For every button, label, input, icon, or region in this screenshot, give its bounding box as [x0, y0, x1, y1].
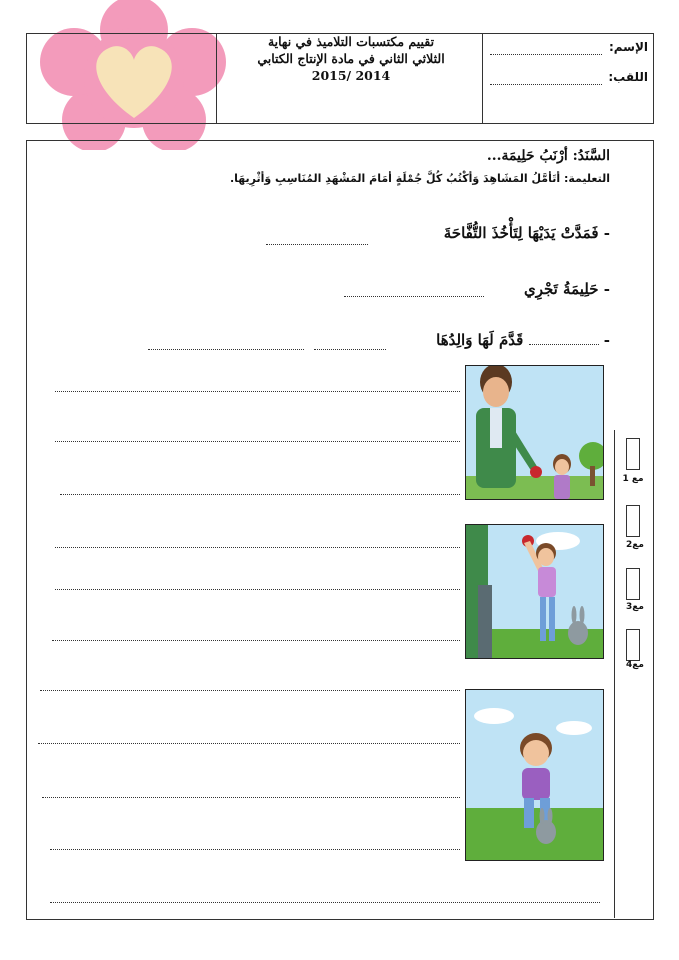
- name-field[interactable]: [490, 54, 602, 55]
- sentence-bullet: -: [603, 280, 610, 298]
- writing-line[interactable]: [50, 849, 460, 850]
- criterion-1-box[interactable]: [626, 438, 640, 470]
- writing-line[interactable]: [55, 589, 460, 590]
- sentence-1-blank[interactable]: [266, 244, 368, 245]
- criterion-3-box[interactable]: [626, 568, 640, 600]
- header-title-line1: تقييم مكتسبات التلاميذ في نهاية: [267, 34, 435, 49]
- scene-3-picture: [465, 689, 604, 861]
- header-divider-left: [216, 33, 217, 123]
- scene-1-picture: [465, 365, 604, 500]
- writing-line[interactable]: [40, 690, 460, 691]
- scene-1-illustration: [466, 366, 603, 499]
- surname-field[interactable]: [490, 84, 602, 85]
- criterion-2-box[interactable]: [626, 505, 640, 537]
- scene-2-illustration: [466, 525, 603, 658]
- surname-label: اللقب:: [608, 70, 648, 84]
- writing-line[interactable]: [55, 391, 460, 392]
- sentence-3-blank-b[interactable]: [314, 349, 386, 350]
- criterion-4-box[interactable]: [626, 629, 640, 661]
- sentence-3: [395, 331, 610, 349]
- header-title: [220, 33, 482, 84]
- writing-line[interactable]: [38, 743, 460, 744]
- criterion-4-label: مع4: [626, 660, 644, 670]
- sentence-1-text: فَمَدَّتْ يَدَيْهَا لِتَأْخُذَ التُّفَّاحَةَ: [443, 224, 599, 242]
- scene-2-picture: [465, 524, 604, 659]
- header-title-line2: الثلاثي الثاني في مادة الإنتاج الكتابي: [257, 51, 445, 66]
- criteria-divider: [614, 430, 615, 918]
- scene-3-illustration: [466, 690, 603, 860]
- writing-line[interactable]: [60, 494, 460, 495]
- header-year: 2015/ 2014: [311, 68, 391, 83]
- criterion-1-label: مع 1: [622, 474, 644, 484]
- sentence-bullet: -: [603, 224, 610, 242]
- sentence-3-text: قَدَّمَ لَهَا وَالِدُهَا: [436, 331, 524, 349]
- writing-line[interactable]: [50, 902, 600, 903]
- criterion-2-label: مع2: [626, 540, 644, 550]
- sentence-2-blank[interactable]: [344, 296, 484, 297]
- sentence-2-text: حَلِيمَةُ تَجْرِي: [523, 280, 599, 298]
- sentence-bullet: -: [603, 331, 610, 349]
- criterion-3-label: مع3: [626, 602, 644, 612]
- sentence-3-blank-c[interactable]: [148, 349, 304, 350]
- header-divider-right: [482, 33, 483, 123]
- writing-line[interactable]: [55, 547, 460, 548]
- name-label: الإسم:: [608, 40, 648, 54]
- writing-line[interactable]: [52, 640, 460, 641]
- writing-line[interactable]: [42, 797, 460, 798]
- writing-line[interactable]: [55, 441, 460, 442]
- instruction-text: التعليمة: أتَأمَّلُ المَشَاهِدَ وَأكْتُبُ كُلَّ جُمْلَةٍ أمَامَ المَشْهَدِ المُنَاسِبِ وَأثْرِيهَا.: [229, 172, 610, 185]
- sentence-3-blank-a[interactable]: [529, 344, 599, 345]
- support-text: السَّنَدُ: أرْنَبُ حَلِيمَة...: [486, 148, 610, 164]
- sentence-1: [380, 224, 610, 242]
